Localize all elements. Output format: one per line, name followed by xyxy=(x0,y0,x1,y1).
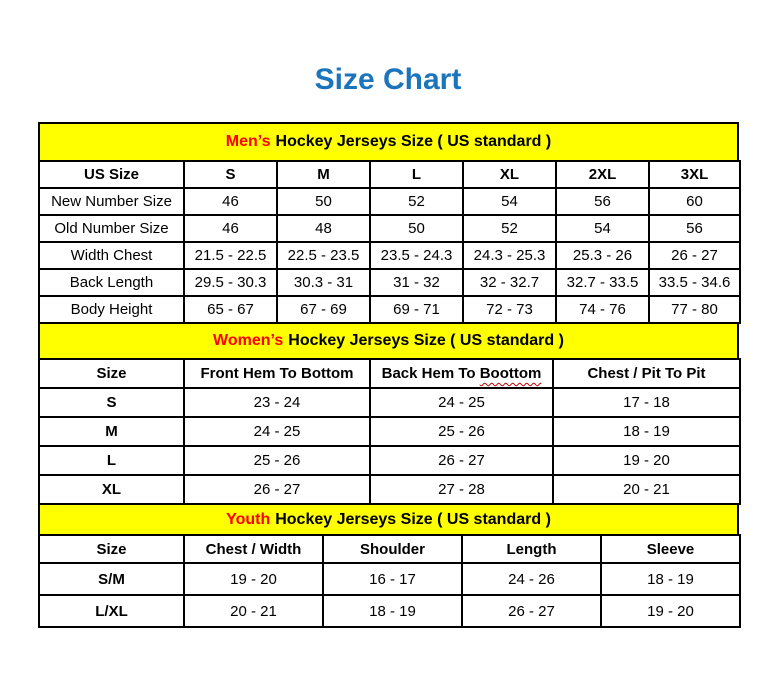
table-row xyxy=(39,269,740,296)
size-value: 16 - 17 xyxy=(323,563,462,595)
column-header: Chest / Width xyxy=(184,535,323,563)
size-value: 74 - 76 xyxy=(556,296,649,323)
size-value: 52 xyxy=(370,188,463,215)
size-value: 25.3 - 26 xyxy=(556,242,649,269)
size-value: 56 xyxy=(649,215,740,242)
table-row xyxy=(39,475,740,504)
size-value: 22.5 - 23.5 xyxy=(277,242,370,269)
size-value: 65 - 67 xyxy=(184,296,277,323)
column-header: M xyxy=(277,161,370,188)
size-value: 23 - 24 xyxy=(184,388,370,417)
size-value: 26 - 27 xyxy=(184,475,370,504)
column-header-row xyxy=(39,535,740,563)
size-value: 24 - 26 xyxy=(462,563,601,595)
table-row xyxy=(39,446,740,475)
size-value: 30.3 - 31 xyxy=(277,269,370,296)
row-label: Body Height xyxy=(39,296,184,323)
size-value: 32 - 32.7 xyxy=(463,269,556,296)
size-value: 18 - 19 xyxy=(601,563,740,595)
womens-section-header xyxy=(38,322,739,360)
size-value: 56 xyxy=(556,188,649,215)
size-value: 33.5 - 34.6 xyxy=(649,269,740,296)
column-header-row xyxy=(39,161,740,188)
size-value: 26 - 27 xyxy=(370,446,553,475)
size-value: 18 - 19 xyxy=(323,595,462,627)
size-value: 27 - 28 xyxy=(370,475,553,504)
size-value: 20 - 21 xyxy=(553,475,740,504)
misspelled-word: Boottom xyxy=(479,365,542,382)
size-value: 19 - 20 xyxy=(601,595,740,627)
size-chart-tables xyxy=(38,122,739,628)
mens-header-text: Hockey Jerseys Size ( US standard ) xyxy=(275,133,552,150)
column-header: Length xyxy=(462,535,601,563)
womens-size-section xyxy=(38,322,739,505)
table-row xyxy=(39,595,740,627)
column-header: Chest / Pit To Pit xyxy=(553,359,740,388)
size-value: 19 - 20 xyxy=(553,446,740,475)
size-value: 46 xyxy=(184,215,277,242)
size-value: 46 xyxy=(184,188,277,215)
size-value: 26 - 27 xyxy=(649,242,740,269)
size-value: 24 - 25 xyxy=(370,388,553,417)
size-value: 54 xyxy=(463,188,556,215)
size-value: 25 - 26 xyxy=(184,446,370,475)
row-label: L/XL xyxy=(39,595,184,627)
size-value: 26 - 27 xyxy=(462,595,601,627)
row-label: Old Number Size xyxy=(39,215,184,242)
table-row xyxy=(39,188,740,215)
size-value: 50 xyxy=(370,215,463,242)
column-header: XL xyxy=(463,161,556,188)
size-value: 23.5 - 24.3 xyxy=(370,242,463,269)
mens-section-header xyxy=(38,122,739,162)
youth-header-accent: Youth xyxy=(226,510,271,528)
size-value: 52 xyxy=(463,215,556,242)
size-value: 29.5 - 30.3 xyxy=(184,269,277,296)
row-label: New Number Size xyxy=(39,188,184,215)
womens-header-accent: Women’s xyxy=(213,332,284,349)
size-value: 18 - 19 xyxy=(553,417,740,446)
table-row xyxy=(39,215,740,242)
column-header: 2XL xyxy=(556,161,649,188)
table-row xyxy=(39,388,740,417)
column-header: Size xyxy=(39,359,184,388)
size-value: 25 - 26 xyxy=(370,417,553,446)
size-value: 19 - 20 xyxy=(184,563,323,595)
table-row xyxy=(39,242,740,269)
size-value: 31 - 32 xyxy=(370,269,463,296)
mens-header-accent: Men’s xyxy=(225,133,271,150)
size-value: 77 - 80 xyxy=(649,296,740,323)
row-label: L xyxy=(39,446,184,475)
size-value: 24 - 25 xyxy=(184,417,370,446)
youth-size-section xyxy=(38,503,739,628)
page-title: Size Chart xyxy=(314,63,462,96)
size-value: 24.3 - 25.3 xyxy=(463,242,556,269)
column-header: Sleeve xyxy=(601,535,740,563)
size-value: 17 - 18 xyxy=(553,388,740,417)
column-header: L xyxy=(370,161,463,188)
column-header: S xyxy=(184,161,277,188)
youth-header-text: Hockey Jerseys Size ( US standard ) xyxy=(275,510,551,528)
size-value: 32.7 - 33.5 xyxy=(556,269,649,296)
womens-header-text: Hockey Jerseys Size ( US standard ) xyxy=(288,332,564,349)
mens-size-table xyxy=(38,160,741,324)
size-value: 60 xyxy=(649,188,740,215)
column-header: Shoulder xyxy=(323,535,462,563)
womens-size-table xyxy=(38,358,741,505)
youth-section-header xyxy=(38,503,739,536)
column-header: 3XL xyxy=(649,161,740,188)
row-label: S xyxy=(39,388,184,417)
size-value: 48 xyxy=(277,215,370,242)
row-label: M xyxy=(39,417,184,446)
size-value: 21.5 - 22.5 xyxy=(184,242,277,269)
size-value: 50 xyxy=(277,188,370,215)
mens-size-section xyxy=(38,122,739,324)
column-header: US Size xyxy=(39,161,184,188)
column-header: Back Hem To Boottom xyxy=(370,359,553,388)
table-row xyxy=(39,296,740,323)
table-row xyxy=(39,417,740,446)
size-value: 54 xyxy=(556,215,649,242)
column-header: Front Hem To Bottom xyxy=(184,359,370,388)
row-label: XL xyxy=(39,475,184,504)
column-header: Size xyxy=(39,535,184,563)
size-value: 20 - 21 xyxy=(184,595,323,627)
size-value: 67 - 69 xyxy=(277,296,370,323)
youth-size-table xyxy=(38,534,741,628)
row-label: Back Length xyxy=(39,269,184,296)
size-value: 72 - 73 xyxy=(463,296,556,323)
row-label: Width Chest xyxy=(39,242,184,269)
size-value: 69 - 71 xyxy=(370,296,463,323)
column-header-row xyxy=(39,359,740,388)
table-row xyxy=(39,563,740,595)
row-label: S/M xyxy=(39,563,184,595)
